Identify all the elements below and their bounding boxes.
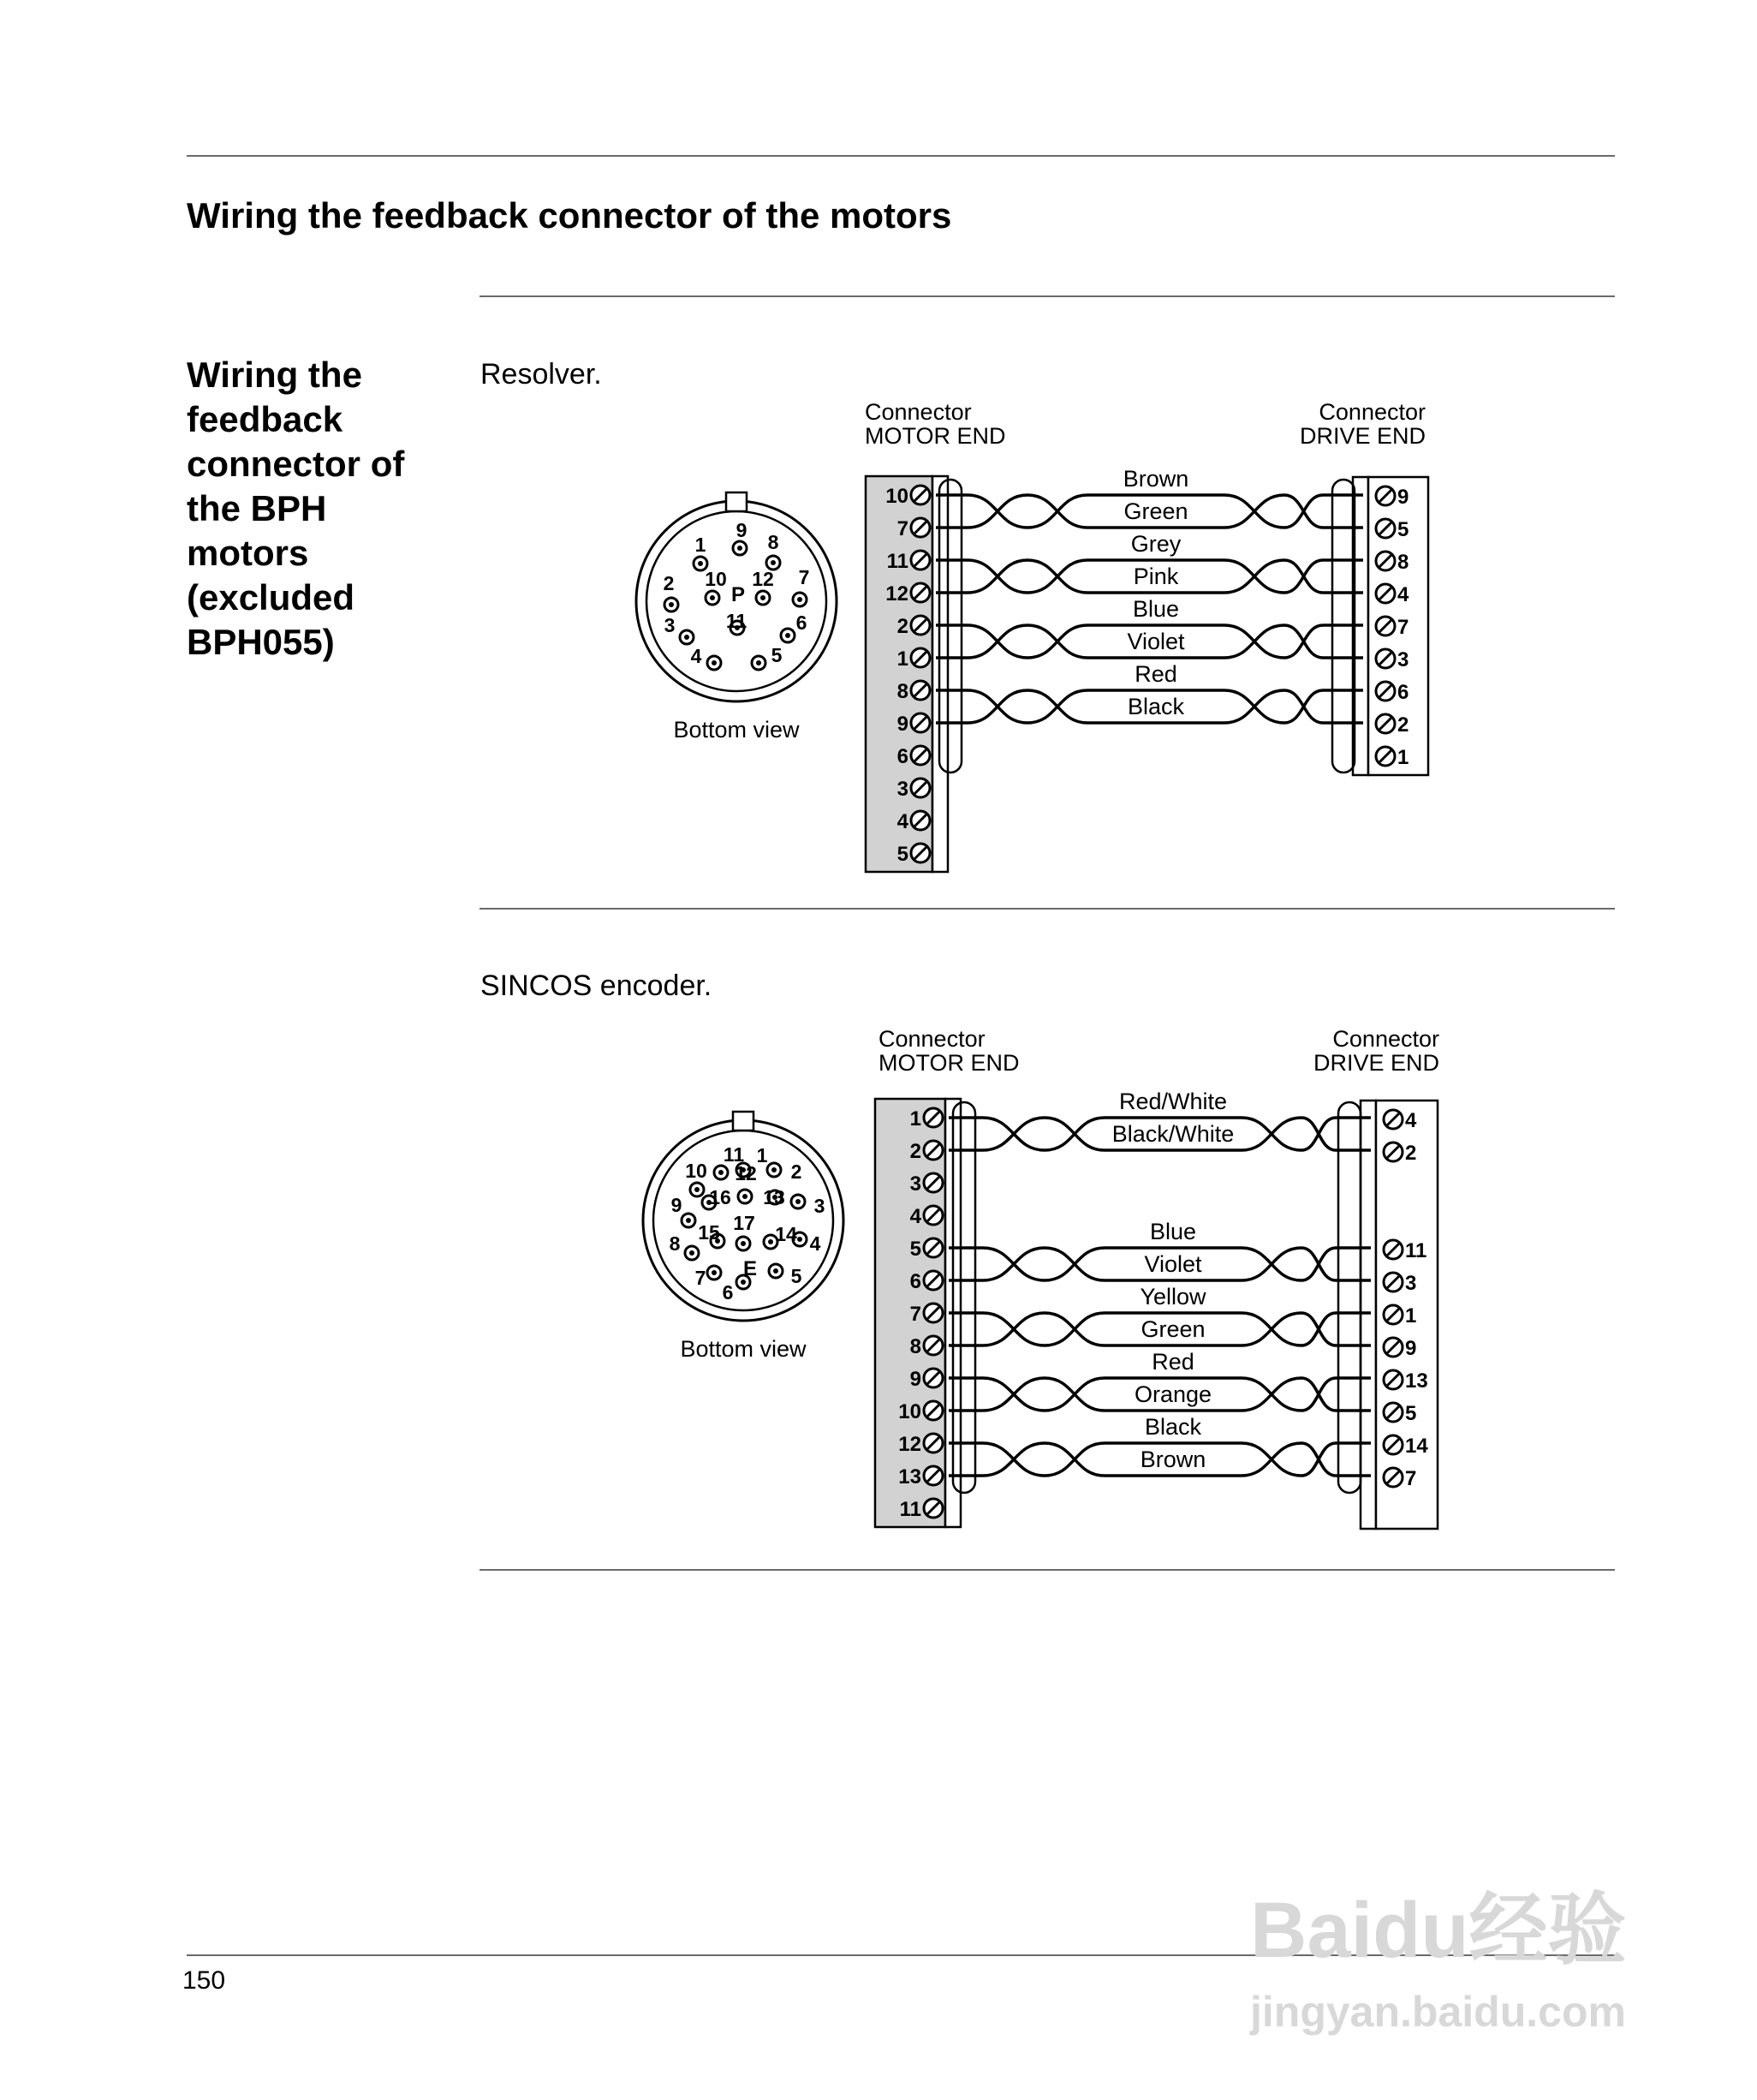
connector-pin-dot: [712, 1270, 717, 1275]
connector-pin-number: 17: [733, 1212, 755, 1234]
drive-pin-screw: [1384, 1273, 1403, 1292]
motor-pin-screw: [911, 746, 930, 765]
motor-pin-screw: [924, 1108, 943, 1127]
drive-pin-screw: [1376, 747, 1395, 766]
motor-pin-screw: [924, 1206, 943, 1225]
drive-pin-label: 13: [1405, 1369, 1428, 1393]
wire-color-label: Green: [1141, 1316, 1206, 1342]
motor-end-header-label: MOTOR END: [865, 423, 1006, 449]
motor-pin-label: 4: [909, 1205, 921, 1228]
wire-twist: [1242, 1118, 1301, 1150]
page-number: 150: [182, 1966, 226, 1995]
wire-color-label: Blue: [1132, 596, 1180, 622]
motor-pin-screw: [911, 616, 930, 635]
side-heading-line: connector of: [187, 444, 405, 484]
connector-pin-number: 11: [723, 1143, 745, 1166]
connector-pin-dot: [669, 602, 674, 607]
connector-key: [733, 1112, 753, 1131]
wire-color-label: Black: [1144, 1414, 1202, 1440]
wire-twist: [1045, 1378, 1105, 1411]
drive-pin-screw: [1384, 1142, 1403, 1161]
motor-pin-label: 11: [886, 550, 908, 573]
connector-pin-dot: [795, 1199, 801, 1204]
watermark-logo: Baidu经验: [1250, 1887, 1627, 1974]
connector-pin-dot: [694, 1187, 700, 1192]
connector-pin-dot: [773, 1268, 778, 1274]
drive-pin-label: 2: [1405, 1142, 1417, 1165]
connector-pin-number: 4: [809, 1232, 821, 1255]
drive-pin-screw: [1384, 1240, 1403, 1259]
wire-twist: [1284, 560, 1323, 593]
drive-pin-screw: [1376, 617, 1395, 635]
drive-pin-screw: [1384, 1403, 1403, 1422]
wire-twist: [1242, 1248, 1301, 1280]
connector-pin-dot: [686, 1218, 691, 1223]
drive-pin-label: 8: [1397, 551, 1409, 574]
drive-pin-screw: [1376, 714, 1395, 733]
drive-end-header-connector: Connector: [1319, 399, 1426, 425]
motor-pin-screw: [924, 1369, 943, 1387]
drive-pin-screw: [1376, 519, 1395, 538]
wire-twist: [983, 1248, 1045, 1280]
motor-pin-screw: [911, 779, 930, 797]
drive-pin-screw: [1376, 649, 1395, 668]
connector-pin-number: 10: [705, 568, 727, 590]
wire-twist: [1301, 1248, 1336, 1280]
drive-pin-label: 4: [1397, 583, 1409, 606]
connector-pin-dot: [768, 1239, 773, 1244]
drive-pin-label: 9: [1397, 486, 1409, 509]
drive-end-header-connector: Connector: [1332, 1026, 1439, 1052]
motor-pin-screw: [924, 1238, 943, 1257]
motor-pin-label: 3: [896, 778, 908, 801]
wire-twist: [1242, 1378, 1301, 1411]
motor-pin-screw: [924, 1466, 943, 1485]
motor-pin-screw: [911, 811, 930, 830]
drive-pin-screw: [1376, 486, 1395, 505]
wire-twist: [1284, 625, 1323, 658]
drive-end-header-label: DRIVE END: [1299, 423, 1426, 449]
wire-color-label: Red/White: [1118, 1089, 1228, 1114]
connector-pin-number: 12: [735, 1162, 757, 1184]
connector-pin-dot: [712, 660, 717, 665]
bottom-view-label: Bottom view: [680, 1336, 807, 1362]
motor-pin-screw: [924, 1304, 943, 1322]
drive-pin-screw: [1384, 1338, 1403, 1357]
wire-twist: [1027, 625, 1087, 658]
motor-pin-label: 2: [896, 615, 908, 638]
wire-color-label: Red: [1135, 661, 1177, 687]
side-heading-line: Wiring the: [187, 355, 362, 395]
connector-pin-dot: [785, 633, 790, 638]
motor-pin-screw: [911, 518, 930, 537]
motor-pin-screw: [924, 1401, 943, 1420]
side-heading-line: the BPH: [187, 488, 327, 528]
motor-pin-label: 8: [909, 1335, 921, 1358]
wire-twist: [983, 1313, 1045, 1345]
connector-pin-dot: [718, 1170, 724, 1175]
wire-twist: [1045, 1118, 1105, 1150]
wire-twist: [983, 1118, 1045, 1150]
motor-pin-label: 8: [896, 680, 908, 703]
motor-pin-label: 9: [909, 1368, 921, 1391]
motor-pin-label: 5: [909, 1238, 921, 1261]
wire-color-label: Red: [1152, 1349, 1194, 1375]
motor-pin-label: 2: [909, 1140, 921, 1163]
motor-pin-label: 6: [909, 1270, 921, 1293]
motor-pin-label: 1: [896, 647, 908, 671]
motor-pin-label: 11: [899, 1498, 921, 1521]
connector-pin-dot: [797, 1237, 802, 1242]
wire-twist: [1045, 1443, 1105, 1476]
wire-twist: [1301, 1378, 1336, 1411]
motor-end-header-connector: Connector: [878, 1026, 986, 1052]
connector-pin-dot: [741, 1241, 746, 1246]
motor-pin-label: 12: [898, 1433, 921, 1456]
connector-pin-number: 1: [694, 534, 706, 556]
motor-pin-screw: [911, 648, 930, 667]
connector-pin-dot: [710, 595, 715, 600]
motor-pin-label: 13: [898, 1465, 921, 1488]
drive-pin-screw: [1376, 552, 1395, 570]
motor-pin-screw: [911, 486, 930, 504]
drive-pin-screw: [1384, 1370, 1403, 1389]
wire-twist: [968, 560, 1027, 593]
motor-pin-screw: [924, 1173, 943, 1192]
connector-pin-number: 8: [767, 531, 779, 553]
connector-pin-number: 13: [763, 1186, 785, 1208]
connector-pin-number: 15: [698, 1221, 720, 1244]
drive-pin-screw: [1384, 1110, 1403, 1129]
connector-pin-number: 10: [685, 1160, 707, 1182]
connector-pin-number: 1: [756, 1144, 768, 1166]
drive-pin-label: 1: [1405, 1304, 1417, 1327]
connector-pin-dot: [771, 1167, 777, 1172]
drive-pin-label: 9: [1405, 1337, 1417, 1360]
wire-twist: [983, 1378, 1045, 1411]
motor-pin-label: 10: [898, 1400, 921, 1423]
connector-pin-number: 14: [775, 1223, 797, 1245]
motor-pin-label: 7: [896, 517, 908, 540]
side-heading-line: BPH055): [187, 622, 335, 662]
drive-pin-label: 5: [1405, 1402, 1417, 1425]
wire-color-label: Violet: [1127, 629, 1185, 654]
connector-pin-dot: [742, 1194, 747, 1199]
drive-pin-label: 1: [1397, 746, 1409, 769]
wire-twist: [968, 625, 1027, 658]
connector-pin-number: 16: [709, 1186, 731, 1208]
drive-pin-label: 3: [1405, 1272, 1417, 1295]
bottom-view-label: Bottom view: [673, 717, 800, 743]
motor-pin-screw: [911, 551, 930, 570]
motor-pin-screw: [911, 713, 930, 732]
connector-pin-number: 6: [795, 612, 807, 634]
drive-pin-screw: [1384, 1468, 1403, 1487]
motor-pin-screw: [924, 1271, 943, 1290]
motor-pin-label: 5: [896, 843, 908, 866]
wire-twist: [968, 495, 1027, 528]
connector-pin-dot: [756, 660, 761, 665]
wire-twist: [1027, 690, 1087, 723]
drive-shield: [1338, 1102, 1361, 1493]
connector-letter: P: [730, 583, 746, 606]
sincos-caption: SINCOS encoder.: [480, 969, 712, 1002]
wire-twist: [968, 690, 1027, 723]
motor-pin-label: 4: [896, 810, 908, 833]
wire-color-label: Pink: [1133, 564, 1179, 589]
wire-twist: [1045, 1248, 1105, 1280]
motor-pin-screw: [924, 1499, 943, 1518]
motor-pin-screw: [911, 583, 930, 602]
drive-pin-label: 6: [1397, 681, 1409, 704]
resolver-caption: Resolver.: [480, 358, 602, 391]
watermark-url: jingyan.baidu.com: [1250, 1988, 1626, 2036]
connector-pin-number: 7: [798, 566, 810, 588]
wire-twist: [1301, 1118, 1336, 1150]
connector-pin-number: 9: [736, 519, 747, 541]
motor-pin-label: 7: [909, 1303, 921, 1326]
connector-pin-dot: [698, 561, 703, 566]
motor-pin-screw: [911, 844, 930, 862]
side-heading-line: motors: [187, 533, 309, 573]
motor-end-header-connector: Connector: [865, 399, 972, 425]
drive-pin-label: 11: [1405, 1239, 1427, 1262]
connector-pin-number: 11: [725, 610, 747, 632]
connector-pin-number: 3: [664, 614, 676, 636]
wire-twist: [983, 1443, 1045, 1476]
wire-color-label: Blue: [1149, 1219, 1197, 1244]
wire-twist: [1284, 690, 1323, 723]
wire-color-label: Yellow: [1140, 1284, 1206, 1310]
wire-twist: [1224, 690, 1284, 723]
drive-pin-label: 3: [1397, 648, 1409, 671]
wire-color-label: Grey: [1130, 531, 1182, 557]
connector-pin-dot: [771, 560, 776, 565]
drive-terminal-strip: [1361, 1101, 1376, 1529]
wire-twist: [1242, 1443, 1301, 1476]
drive-end-header-label: DRIVE END: [1313, 1050, 1439, 1076]
motor-end-header-label: MOTOR END: [878, 1050, 1020, 1076]
wire-color-label: Black/White: [1111, 1121, 1235, 1147]
drive-pin-screw: [1376, 682, 1395, 701]
wire-twist: [1045, 1313, 1105, 1345]
motor-pin-label: 1: [909, 1107, 921, 1131]
motor-pin-screw: [924, 1141, 943, 1160]
motor-pin-label: 10: [885, 485, 908, 508]
page-title: Wiring the feedback connector of the motors: [187, 195, 952, 236]
connector-key: [726, 492, 747, 511]
connector-pin-number: 8: [669, 1232, 681, 1255]
connector-pin-number: 4: [690, 645, 702, 667]
connector-pin-dot: [797, 597, 802, 602]
side-heading-line: feedback: [187, 399, 343, 439]
wire-color-label: Brown: [1140, 1447, 1206, 1472]
wire-twist: [1224, 625, 1284, 658]
connector-pin-number: 12: [752, 568, 774, 590]
motor-pin-screw: [911, 681, 930, 700]
connector-pin-number: 6: [722, 1281, 734, 1304]
wire-twist: [1027, 560, 1087, 593]
motor-pin-label: 12: [885, 582, 908, 606]
motor-pin-screw: [924, 1434, 943, 1453]
drive-pin-screw: [1376, 584, 1395, 603]
drive-pin-label: 7: [1405, 1467, 1417, 1490]
wire-color-label: Orange: [1134, 1381, 1212, 1407]
drive-pin-label: 4: [1405, 1109, 1417, 1132]
motor-pin-screw: [924, 1336, 943, 1355]
motor-pin-label: 9: [896, 713, 908, 736]
connector-pin-number: 2: [790, 1160, 802, 1183]
connector-pin-number: 2: [663, 572, 675, 594]
drive-pin-label: 2: [1397, 713, 1409, 737]
motor-pin-label: 6: [896, 745, 908, 768]
drive-pin-screw: [1384, 1435, 1403, 1454]
wire-twist: [1224, 495, 1284, 528]
drive-pin-label: 5: [1397, 518, 1409, 541]
wire-twist: [1301, 1313, 1336, 1345]
wire-color-label: Black: [1127, 694, 1185, 719]
wire-twist: [1301, 1443, 1336, 1476]
drive-pin-screw: [1384, 1305, 1403, 1324]
wire-color-label: Violet: [1144, 1251, 1202, 1277]
connector-pin-dot: [737, 546, 742, 551]
wire-color-label: Brown: [1123, 466, 1189, 492]
connector-pin-number: 9: [670, 1194, 682, 1216]
connector-pin-number: 3: [813, 1195, 825, 1217]
connector-pin-number: 5: [790, 1265, 802, 1287]
drive-pin-label: 7: [1397, 616, 1409, 639]
motor-pin-label: 3: [909, 1172, 921, 1196]
wire-twist: [1224, 560, 1284, 593]
connector-pin-dot: [684, 635, 689, 640]
connector-letter: E: [742, 1257, 758, 1280]
wire-twist: [1284, 495, 1323, 528]
connector-pin-number: 5: [771, 644, 783, 666]
side-heading-line: (excluded: [187, 577, 355, 617]
connector-pin-number: 7: [694, 1267, 706, 1289]
wire-twist: [1027, 495, 1087, 528]
connector-pin-dot: [689, 1250, 694, 1256]
wire-twist: [1242, 1313, 1301, 1345]
connector-pin-dot: [760, 595, 765, 600]
drive-pin-label: 14: [1405, 1435, 1428, 1458]
wire-color-label: Green: [1123, 498, 1188, 524]
